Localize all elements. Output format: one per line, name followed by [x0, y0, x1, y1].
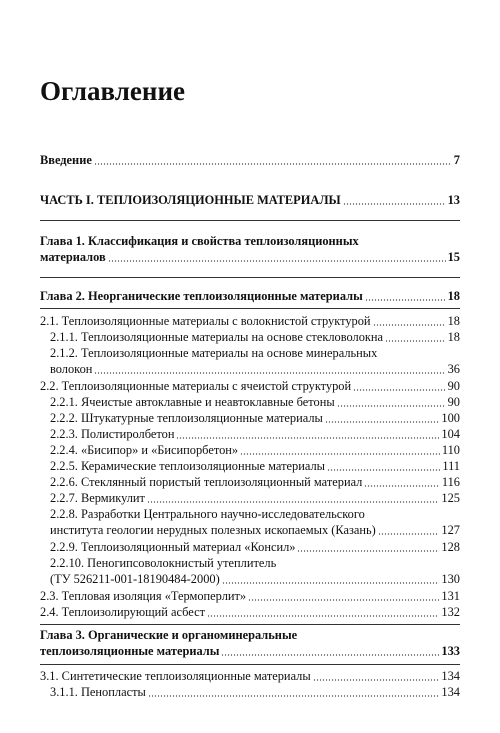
toc-entry-2-2-3[interactable]	[50, 426, 460, 442]
toc-entry-2-2-1[interactable]	[50, 394, 460, 410]
toc-entry-title: 2.4. Теплоизолирующий асбест	[40, 605, 205, 619]
leader-dots	[108, 260, 446, 262]
toc-entry-2-2-9[interactable]	[50, 539, 460, 555]
toc-entry-page: 133	[441, 644, 460, 658]
toc-entry-title: 2.2.6. Стеклянный пористый теплоизоляционный материал	[50, 475, 363, 489]
toc-entry-title: Глава 2. Неорганические теплоизоляционные материалы	[40, 289, 363, 303]
section-divider	[40, 308, 460, 309]
toc-entry-title: 2.2.5. Керамические теплоизоляционные материалы	[50, 459, 325, 473]
toc-entry-2-3[interactable]	[40, 588, 460, 604]
leader-dots	[94, 163, 452, 165]
toc-entry-page: 18	[447, 314, 460, 328]
leader-dots	[378, 533, 440, 535]
leader-dots	[240, 453, 440, 455]
toc-entry-part-1[interactable]	[40, 192, 460, 208]
toc-entry-chapter-2[interactable]	[40, 288, 460, 304]
toc-entry-title: 2.2.9. Теплоизоляционный материал «Консил»	[50, 540, 296, 554]
toc-entry-title-line1: 2.2.8. Разработки Центрального научно-исследовательского	[50, 507, 365, 521]
toc-entry-title: 2.3. Тепловая изоляция «Термоперлит»	[40, 589, 247, 603]
toc-entry-2-2-2[interactable]	[50, 410, 460, 426]
toc-entry-3-1-1[interactable]	[50, 684, 460, 700]
leader-dots	[94, 372, 445, 374]
toc-entry-title-line1: 2.1.2. Теплоизоляционные материалы на основе минеральных	[50, 346, 378, 360]
toc-entry-2-2-5[interactable]	[50, 458, 460, 474]
leader-dots	[313, 679, 440, 681]
toc-entry-2-2[interactable]	[40, 378, 460, 394]
toc-entry-page: 36	[447, 362, 460, 376]
leader-dots	[221, 654, 439, 656]
toc-entry-title: 3.1. Синтетические теплоизоляционные материалы	[40, 669, 311, 683]
toc-entry-title: 2.2.2. Штукатурные теплоизоляционные материалы	[50, 411, 323, 425]
toc-entry-page: 111	[442, 459, 460, 473]
toc-entry-title: 2.2. Теплоизоляционные материалы с ячеистой структурой	[40, 379, 352, 393]
toc-entry-page: 104	[441, 427, 460, 441]
toc-entry-title: института геологии нерудных полезных ископаемых (Казань)	[50, 523, 376, 537]
toc-entry-title: ЧАСТЬ I. ТЕПЛОИЗОЛЯЦИОННЫЕ МАТЕРИАЛЫ	[40, 193, 341, 207]
leader-dots	[222, 582, 440, 584]
toc-entry-page: 134	[441, 685, 460, 699]
toc-entry-title: 2.2.4. «Бисипор» и «Бисипорбетон»	[50, 443, 239, 457]
toc-entry-2-2-8[interactable]	[50, 506, 460, 538]
leader-dots	[343, 203, 446, 205]
toc-entry-page: 125	[441, 491, 460, 505]
toc-entry-page: 127	[441, 523, 460, 537]
page-title: Оглавление	[40, 76, 185, 106]
toc-entry-title: (ТУ 526211-001-18190484-2000)	[50, 572, 220, 586]
leader-dots	[176, 437, 439, 439]
leader-dots	[327, 469, 440, 471]
toc-entry-introduction[interactable]	[40, 152, 460, 168]
toc-entry-2-1[interactable]	[40, 313, 460, 329]
leader-dots	[297, 550, 439, 552]
toc-entry-title: материалов	[40, 250, 106, 264]
leader-dots	[148, 695, 440, 697]
toc-entry-page: 131	[441, 589, 460, 603]
section-divider	[40, 624, 460, 625]
leader-dots	[337, 405, 446, 407]
toc-entry-title: 2.1.1. Теплоизоляционные материалы на основе стекловолокна	[50, 330, 384, 344]
leader-dots	[248, 599, 439, 601]
toc-entry-page: 116	[441, 475, 460, 489]
toc-entry-page: 15	[447, 250, 460, 264]
toc-entry-2-2-4[interactable]	[50, 442, 460, 458]
toc-entry-title: теплоизоляционные материалы	[40, 644, 220, 658]
toc-entry-page: 134	[441, 669, 460, 683]
leader-dots	[207, 615, 439, 617]
toc-entry-page: 90	[447, 395, 460, 409]
toc-entry-page: 18	[447, 289, 460, 303]
leader-dots	[364, 485, 439, 487]
toc-entry-chapter-3[interactable]	[40, 627, 460, 659]
toc-entry-page: 18	[447, 330, 460, 344]
leader-dots	[373, 324, 446, 326]
toc-entry-2-1-2[interactable]	[50, 345, 460, 377]
toc-entry-title: 3.1.1. Пенопласты	[50, 685, 146, 699]
toc-entry-2-2-10[interactable]	[50, 555, 460, 587]
toc-entry-page: 7	[453, 153, 460, 167]
leader-dots	[325, 421, 440, 423]
toc-entry-title: волокон	[50, 362, 93, 376]
toc-entry-title-line1: 2.2.10. Пеногипсоволокнистый утеплитель	[50, 556, 277, 570]
toc-entry-page: 110	[441, 443, 460, 457]
toc-entry-2-1-1[interactable]	[50, 329, 460, 345]
toc-entry-page: 128	[441, 540, 460, 554]
toc-entry-page: 100	[441, 411, 460, 425]
toc-entry-title: 2.2.7. Вермикулит	[50, 491, 145, 505]
toc-entry-title: 2.2.1. Ячеистые автоклавные и неавтоклавные бетоны	[50, 395, 335, 409]
section-divider	[40, 664, 460, 665]
toc-entry-title-line1: Глава 1. Классификация и свойства теплоизоляционных	[40, 234, 359, 248]
toc-entry-title: 2.2.3. Полистиролбетон	[50, 427, 175, 441]
toc-entry-title-line1: Глава 3. Органические и органоминеральные	[40, 628, 298, 642]
leader-dots	[385, 340, 446, 342]
toc-entry-chapter-1[interactable]	[40, 233, 460, 265]
toc-entry-2-4[interactable]	[40, 604, 460, 620]
section-divider	[40, 277, 460, 278]
toc-entry-2-2-7[interactable]	[50, 490, 460, 506]
leader-dots	[147, 501, 439, 503]
leader-dots	[365, 299, 446, 301]
toc-entry-title: 2.1. Теплоизоляционные материалы с волокнистой структурой	[40, 314, 371, 328]
toc-entry-page: 90	[447, 379, 460, 393]
section-divider	[40, 220, 460, 221]
toc-entry-page: 13	[447, 193, 460, 207]
toc-entry-title: Введение	[40, 153, 92, 167]
toc-entry-3-1[interactable]	[40, 668, 460, 684]
toc-entry-page: 130	[441, 572, 460, 586]
toc-entry-page: 132	[441, 605, 460, 619]
toc-entry-2-2-6[interactable]	[50, 474, 460, 490]
leader-dots	[353, 389, 445, 391]
